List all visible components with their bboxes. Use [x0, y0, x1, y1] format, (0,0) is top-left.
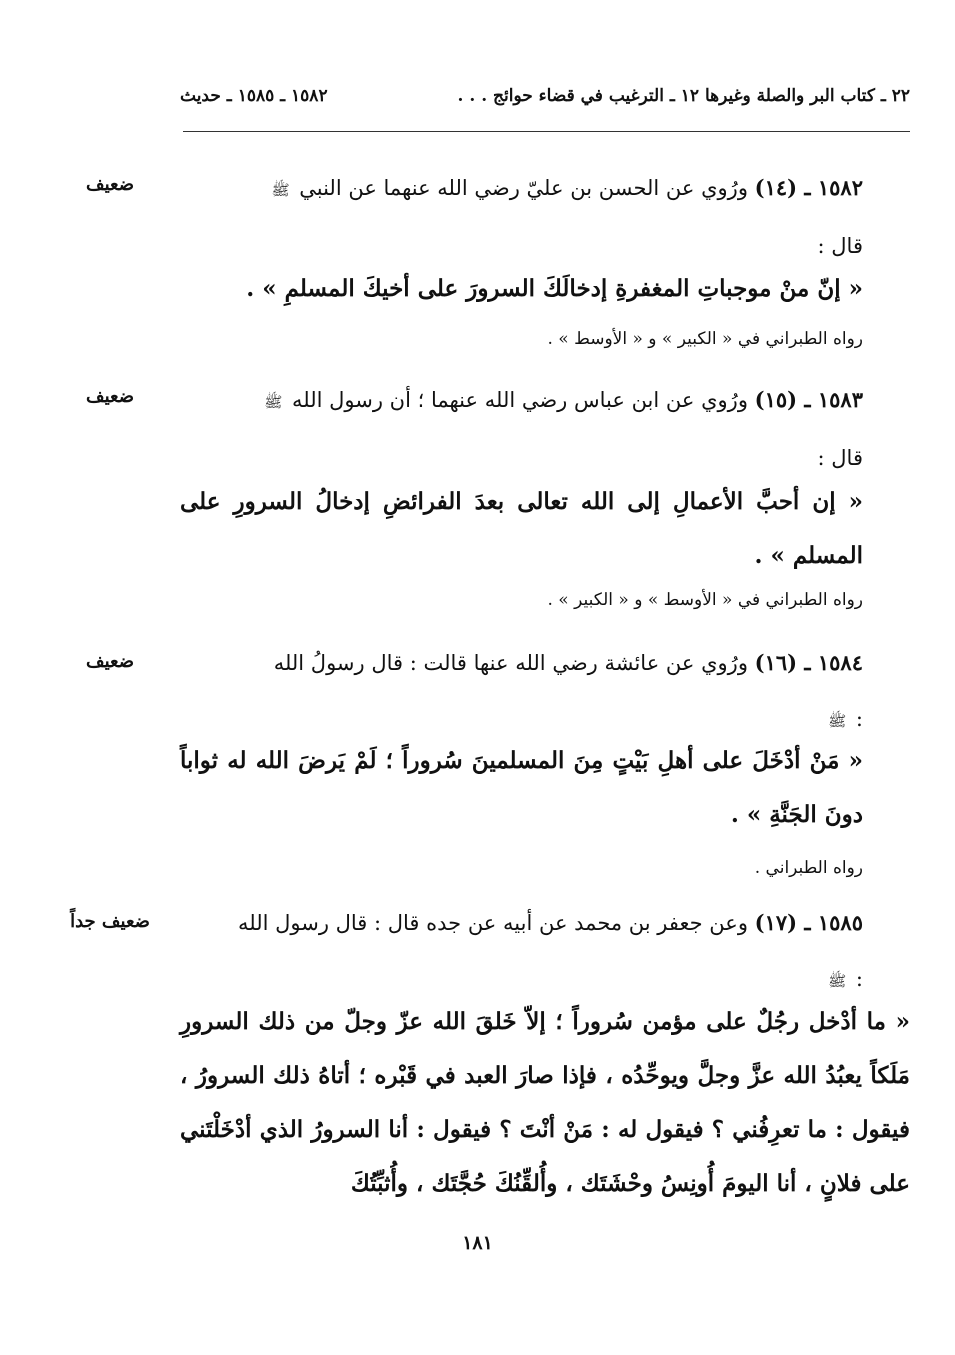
header-chapter-title: ٢٢ ـ كتاب البر والصلة وغيرها ١٢ ـ الترغيب في قضاء حوائج . . . [457, 86, 910, 106]
header-divider [183, 131, 910, 132]
honorific-glyph: ﷺ [828, 712, 847, 730]
narration-said: قال : [817, 446, 863, 470]
hadith-text-1584: « مَنْ أدْخَلَ على أهلِ بَيْتٍ مِنَ المسلمينَ سُروراً ؛ لَمْ يَرضَ الله له ثواباً دونَ الجَنَّةِ » . [180, 747, 863, 828]
narration-said: : [855, 967, 863, 991]
narration-chain: ورُوي عن ابن عباس رضي الله عنهما ؛ أن رسول الله [292, 388, 748, 412]
hadith-source-1583: رواه الطبراني في « الأوسط » و « الكبير » . [547, 590, 863, 610]
hadith-source-1584: رواه الطبراني . [754, 858, 863, 878]
honorific-glyph: ﷺ [828, 972, 847, 990]
hadith-number: ١٥٨٣ ـ (١٥) [754, 387, 863, 412]
honorific-glyph: ﷺ [264, 393, 283, 411]
narration-chain: ورُوي عن الحسن بن عليّ رضي الله عنهما عن النبي [299, 176, 748, 200]
hadith-text-1583: « إن أحبَّ الأعمالِ إلى الله تعالى بعدَ الفرائضِ إدخالُ السرورِ على المسلم » . [180, 488, 863, 569]
hadith-intro-1585 [180, 895, 863, 1009]
hadith-text-1582: « إنّ منْ موجباتِ المغفرةِ إدخالَكَ السرورَ على أخيكَ المسلمِ » . [246, 275, 863, 302]
narration-chain: ورُوي عن عائشة رضي الله عنها قالت : قال رسولُ الله [273, 651, 748, 675]
grade-label-1584: ضعيف [85, 651, 135, 672]
honorific-glyph: ﷺ [271, 181, 290, 199]
hadith-source-1582: رواه الطبراني في « الكبير » و « الأوسط » . [547, 329, 863, 349]
narration-said: قال : [817, 234, 863, 258]
narration-chain: وعن جعفر بن محمد عن أبيه عن جده قال : قال رسول الله [238, 911, 748, 935]
hadith-number: ١٥٨٢ ـ (١٤) [754, 175, 863, 200]
hadith-number: ١٥٨٥ ـ (١٧) [754, 910, 863, 935]
grade-label-1582: ضعيف [85, 174, 135, 195]
narration-said: : [855, 707, 863, 731]
header-hadith-range: ١٥٨٢ ـ ١٥٨٥ ـ حديث [180, 86, 328, 106]
hadith-intro-1584 [180, 635, 863, 749]
grade-label-1583: ضعيف [85, 386, 135, 407]
running-header [180, 86, 910, 106]
page-number: ١٨١ [462, 1232, 493, 1254]
hadith-text-1585: « ما أدْخل رجُلٌ على مؤمن سُروراً ؛ إلاّ خَلقَ الله عزّ وجلّ من ذلك السرورِ مَلَكاً يعبُدُ الله عزَّ وجلَّ ويوحِّدُه ، فإذا صارَ العبد في قَبْره ؛ أتاهُ ذلك السرورُ ، فيقول : ما تعرِفُني ؟ فيقول له : مَنْ أنْتَ ؟ فيقول : أنا السرورُ الذي أدْخَلْتَني على فلانٍ ، أنا اليومَ أُونِسُ وحْشَتَك ، وأُلقِّنُكَ حُجَّتَك ، وأُثبِّتُكَ [180, 1008, 910, 1197]
hadith-number: ١٥٨٤ ـ (١٦) [754, 650, 863, 675]
hadith-intro-1583 [180, 372, 863, 486]
grade-label-1585: ضعيف جداً [70, 911, 150, 932]
hadith-intro-1582 [180, 160, 863, 274]
